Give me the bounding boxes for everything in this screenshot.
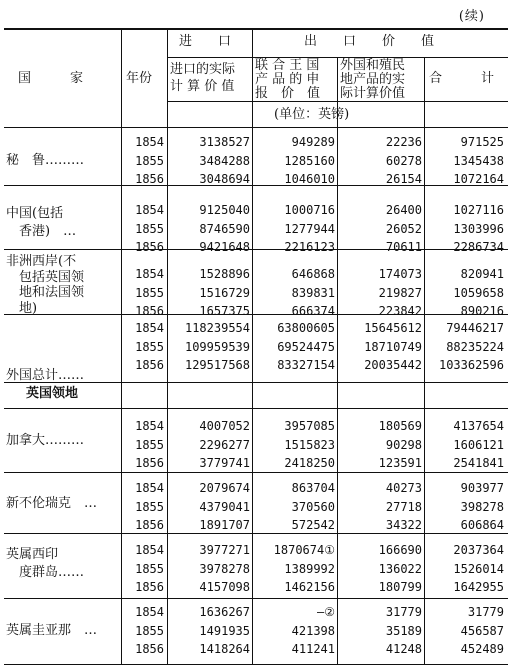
trade-table (4, 28, 508, 666)
value-cell: 223842 (378, 304, 422, 318)
header-year: 年份 (126, 71, 153, 86)
value-cell: 1345438 (453, 153, 504, 168)
value-cell: 863704 (291, 481, 335, 495)
value-cell: 370560 (291, 499, 335, 514)
value-cell: 83327154 (277, 358, 335, 372)
year-cell: 1855 (135, 339, 164, 354)
value-cell: 3484288 (199, 153, 250, 168)
value-cell: 1000716 (284, 203, 335, 217)
country-name: 新不伦瑞克 … (6, 496, 98, 511)
year-cell: 1855 (135, 623, 164, 638)
header-export: 出 口 价 值 (304, 34, 435, 49)
value-cell: 26400 (385, 203, 422, 217)
top-rule (4, 28, 508, 30)
year-cell: 1855 (135, 285, 164, 300)
year-cell: 1855 (135, 153, 164, 168)
value-cell: 129517568 (184, 358, 250, 372)
value-cell: 3977271 (199, 543, 250, 557)
value-cell: 1606121 (453, 437, 504, 452)
value-cell: 1277944 (284, 221, 335, 236)
year-cell: 1855 (135, 437, 164, 452)
value-cell: 9421648 (199, 240, 250, 254)
value-cell: 1526014 (453, 561, 504, 576)
header-import: 进 口 (179, 34, 232, 49)
value-cell: 820941 (460, 267, 504, 281)
value-cell: —② (317, 605, 335, 619)
country-name: 包括英国领 (6, 269, 85, 285)
value-cell: 27718 (385, 499, 422, 514)
value-cell: 1491935 (199, 623, 250, 638)
value-cell: 572542 (291, 518, 335, 532)
value-cell: 180569 (378, 419, 422, 433)
year-cell: 1854 (135, 135, 164, 149)
country-name: 地和法国领 (6, 285, 85, 300)
year-cell: 1855 (135, 221, 164, 236)
value-cell: 1059658 (453, 285, 504, 300)
year-cell: 1856 (135, 240, 164, 254)
value-cell: 1389992 (284, 561, 335, 576)
value-cell: 166690 (378, 543, 422, 557)
value-cell: 2037364 (453, 543, 504, 557)
header-country: 国 家 (18, 71, 84, 86)
country-name: 香港) … (6, 224, 77, 239)
header-foreign-3: 际计算价值 (340, 86, 406, 101)
value-cell: 18710749 (364, 339, 422, 354)
value-cell: 103362596 (438, 358, 504, 372)
value-cell: 456587 (460, 623, 504, 638)
header-bottom-rule (4, 127, 508, 128)
value-cell: 1870674① (273, 543, 335, 557)
year-cell: 1855 (135, 499, 164, 514)
year-cell: 1854 (135, 543, 164, 557)
value-cell: 890216 (460, 304, 504, 318)
year-cell: 1854 (135, 203, 164, 217)
value-cell: 1046010 (284, 172, 335, 186)
value-cell: 35189 (385, 623, 422, 638)
value-cell: 60278 (385, 153, 422, 168)
bottom-rule (4, 664, 508, 665)
value-cell: 1642955 (453, 580, 504, 594)
value-cell: 1516729 (199, 285, 250, 300)
value-cell: 606864 (460, 518, 504, 532)
value-cell: 1515823 (284, 437, 335, 452)
country-name: 加拿大……… (6, 433, 85, 448)
value-cell: 2216123 (284, 240, 335, 254)
value-cell: 1303996 (453, 221, 504, 236)
header-unit: (单位：英镑) (274, 107, 350, 122)
value-cell: 666374 (291, 304, 335, 318)
country-name: 英属圭亚那 … (6, 623, 98, 638)
header-foreign-1: 外国和殖民 (340, 58, 406, 73)
country-name: 英属西印 (6, 547, 59, 562)
value-cell: 839831 (291, 285, 335, 300)
value-cell: 903977 (460, 481, 504, 495)
value-cell: 22236 (385, 135, 422, 149)
value-cell: 971525 (460, 135, 504, 149)
value-cell: 63800605 (277, 321, 335, 335)
value-cell: 20035442 (364, 358, 422, 372)
value-cell: 118239554 (184, 321, 250, 335)
country-name: 中国(包括 (6, 206, 64, 221)
value-cell: 174073 (378, 267, 422, 281)
value-cell: 70611 (385, 240, 422, 254)
value-cell: 1636267 (199, 605, 250, 619)
value-cell: 1891707 (199, 518, 250, 532)
value-cell: 398278 (460, 499, 504, 514)
value-cell: 2296277 (199, 437, 250, 452)
value-cell: 1285160 (284, 153, 335, 168)
value-cell: 411241 (291, 642, 335, 656)
year-cell: 1854 (135, 267, 164, 281)
section-british-heading: 英国领地 (26, 386, 79, 401)
value-cell: 9125040 (199, 203, 250, 217)
value-cell: 88235224 (446, 339, 504, 354)
year-cell: 1856 (135, 580, 164, 594)
value-cell: 1657375 (199, 304, 250, 318)
value-cell: 26154 (385, 172, 422, 186)
year-cell: 1856 (135, 456, 164, 470)
value-cell: 1528896 (199, 267, 250, 281)
value-cell: 3138527 (199, 135, 250, 149)
value-cell: 136022 (378, 561, 422, 576)
value-cell: 2286734 (453, 240, 504, 254)
year-cell: 1856 (135, 518, 164, 532)
year-cell: 1854 (135, 481, 164, 495)
value-cell: 1027116 (453, 203, 504, 217)
rule-china (4, 249, 508, 250)
value-cell: 123591 (378, 456, 422, 470)
year-cell: 1854 (135, 419, 164, 433)
year-cell: 1855 (135, 561, 164, 576)
value-cell: 219827 (378, 285, 422, 300)
value-cell: 4157098 (199, 580, 250, 594)
value-cell: 3957085 (284, 419, 335, 433)
year-cell: 1856 (135, 642, 164, 656)
value-cell: 646868 (291, 267, 335, 281)
country-name: 秘 鲁……… (6, 153, 85, 168)
value-cell: 3779741 (199, 456, 250, 470)
col-line-uk (252, 28, 253, 665)
col-line-import (167, 28, 168, 665)
country-name: 度群岛…… (6, 565, 85, 580)
country-name: 地) (6, 300, 38, 316)
rule-nb (4, 533, 508, 534)
value-cell: 180799 (378, 580, 422, 594)
header-import-value-2: 计 算 价 值 (170, 79, 235, 94)
value-cell: 949289 (291, 135, 335, 149)
value-cell: 4137654 (453, 419, 504, 433)
value-cell: 90298 (385, 437, 422, 452)
value-cell: 34322 (385, 518, 422, 532)
value-cell: 26052 (385, 221, 422, 236)
rule-canada (4, 472, 508, 473)
year-cell: 1856 (135, 304, 164, 318)
year-cell: 1856 (135, 358, 164, 372)
year-cell: 1856 (135, 172, 164, 186)
continued-label: (续) (458, 9, 485, 24)
value-cell: 452489 (460, 642, 504, 656)
country-name: 非洲西岸(不 (6, 254, 77, 269)
value-cell: 3048694 (199, 172, 250, 186)
rule-section (4, 408, 508, 409)
value-cell: 1418264 (199, 642, 250, 656)
header-uk-3: 报 价 值 (255, 86, 321, 101)
year-cell: 1854 (135, 321, 164, 335)
col-line-foreign (337, 57, 338, 665)
value-cell: 15645612 (364, 321, 422, 335)
header-foreign-2: 地产品的实 (340, 72, 406, 87)
value-cell: 31779 (385, 605, 422, 619)
value-cell: 2079674 (199, 481, 250, 495)
value-cell: 4007052 (199, 419, 250, 433)
rule-wi (4, 598, 508, 599)
value-cell: 41248 (385, 642, 422, 656)
value-cell: 4379041 (199, 499, 250, 514)
value-cell: 1462156 (284, 580, 335, 594)
value-cell: 40273 (385, 481, 422, 495)
value-cell: 79446217 (446, 321, 504, 335)
header-rule-1 (167, 57, 252, 58)
value-cell: 31779 (467, 605, 504, 619)
value-cell: 2541841 (453, 456, 504, 470)
col-line-year (121, 28, 122, 665)
value-cell: 1072164 (453, 172, 504, 186)
value-cell: 109959539 (184, 339, 250, 354)
value-cell: 2418250 (284, 456, 335, 470)
year-cell: 1854 (135, 605, 164, 619)
rule-peru (4, 185, 508, 186)
value-cell: 69524475 (277, 339, 335, 354)
value-cell: 3978278 (199, 561, 250, 576)
header-total: 合 计 (429, 71, 495, 86)
header-import-value-1: 进口的实际 (170, 62, 236, 77)
col-line-total (424, 57, 425, 665)
country-name: 外国总计…… (6, 368, 85, 383)
header-uk-2: 产 品 的 申 (255, 72, 320, 87)
header-uk-1: 联 合 王 国 (255, 58, 320, 73)
value-cell: 8746590 (199, 221, 250, 236)
rule-africa (4, 314, 508, 315)
value-cell: 421398 (291, 623, 335, 638)
